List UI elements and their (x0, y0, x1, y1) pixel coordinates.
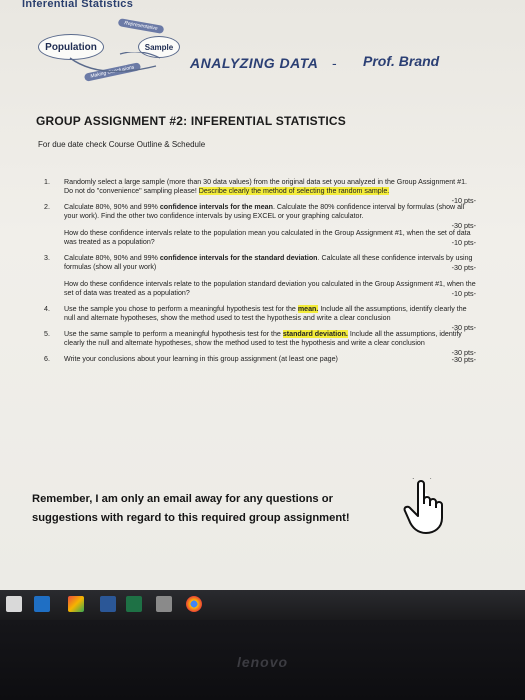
item-text: . Calculate all these confidence intervals by using formulas (show all your work) (64, 254, 473, 271)
closing-message: Remember, I am only an email away for any questions or suggestions with regard to this required group assignment! (32, 493, 350, 524)
calculator-icon[interactable] (6, 596, 22, 612)
list-item (44, 330, 478, 357)
item-text: Calculate 80%, 90% and 99% (64, 203, 160, 211)
item-text: . Calculate the 80% confidence interval by formulas (show all your work). Find the other two confidence intervals by using EXCEL or your graphing calculator. (64, 203, 465, 220)
item-points: -30 pts- (451, 323, 476, 332)
list-item (44, 254, 478, 272)
photos-icon[interactable] (156, 596, 172, 612)
item-text: Include all the assumptions, identify clearly the null and alternate hypotheses, show the method used to test the hypothesis and write a clear conclusion (64, 305, 467, 322)
item-points: -30 pts- (451, 263, 476, 272)
taskbar (0, 590, 525, 620)
item-text: Use the sample you chose to perform a meaningful hypothesis test for the (64, 305, 298, 313)
subitem-points: -10 pts- (451, 238, 476, 247)
list-item (44, 203, 478, 230)
document-title: GROUP ASSIGNMENT #2: INFERENTIAL STATISTICS (36, 114, 346, 128)
header-title: ANALYZING DATA (190, 55, 319, 71)
word-icon[interactable] (100, 596, 116, 612)
item-points: -10 pts- (451, 196, 476, 205)
subitem-points: -10 pts- (451, 289, 476, 298)
item-text: Include all the assumptions, identify clearly the null and alternate hypotheses, show the method used to test the hypothesis and write a clear conclusion (64, 330, 462, 347)
item-number: 4. (44, 305, 50, 313)
header-separator: - (332, 55, 337, 71)
item-number: 5. (44, 330, 50, 338)
item-text: Randomly select a large sample (more than 30 data values) from the original data set you analyzed in the Group Assignment #1. Do not do "convenience" sampling please! (64, 178, 467, 195)
list-item (44, 305, 478, 332)
list-item (44, 355, 478, 364)
header-professor: Prof. Brand (363, 53, 440, 69)
logo-arrows (60, 52, 190, 82)
assignment-list (44, 178, 478, 371)
item-bold: confidence intervals for the mean (159, 203, 273, 211)
item-highlight: mean. (297, 305, 319, 313)
lenovo-logo: lenovo (236, 654, 289, 670)
chrome-icon[interactable] (186, 596, 202, 612)
item-points: -30 pts- (451, 348, 476, 357)
list-item (44, 178, 478, 205)
item-number: 2. (44, 203, 50, 211)
item-bold: confidence intervals for the standard deviation (159, 254, 318, 262)
subitem-text: How do these confidence intervals relate to the population mean you calculated in the Group Assignment #1, when the set of data was treated as a population? (64, 229, 471, 246)
item-highlight: standard deviation. (282, 330, 348, 338)
pointing-hand-icon (400, 478, 450, 536)
list-subitem (64, 229, 478, 247)
logo-population: Population (38, 34, 104, 60)
item-points: -30 pts- (451, 221, 476, 230)
item-text: Use the same sample to perform a meaningful hypothesis test for the (64, 330, 283, 338)
item-text: Calculate 80%, 90% and 99% (64, 254, 160, 262)
outlook-icon[interactable] (34, 596, 50, 612)
item-number: 3. (44, 254, 50, 262)
item-text: Write your conclusions about your learning in this group assignment (at least one page) (64, 355, 338, 363)
list-subitem (64, 280, 478, 298)
logo-sample: Sample (138, 36, 180, 58)
banner-title: Inferential Statistics (22, 0, 134, 10)
item-number: 1. (44, 178, 50, 186)
edge-icon[interactable] (68, 596, 84, 612)
logo-representative: Representative (118, 18, 164, 34)
due-date-note: For due date check Course Outline & Schedule (38, 140, 206, 149)
item-highlight: Describe clearly the method of selecting the random sample. (198, 187, 390, 195)
logo-making-conclusions: Making Conclusions (84, 62, 141, 82)
item-points: -30 pts- (451, 355, 476, 364)
item-number: 6. (44, 355, 50, 363)
excel-icon[interactable] (126, 596, 142, 612)
subitem-text: How do these confidence intervals relate to the population standard deviation you calculated in the Group Assignment #1, when the set of data was treated as a population? (64, 280, 476, 297)
